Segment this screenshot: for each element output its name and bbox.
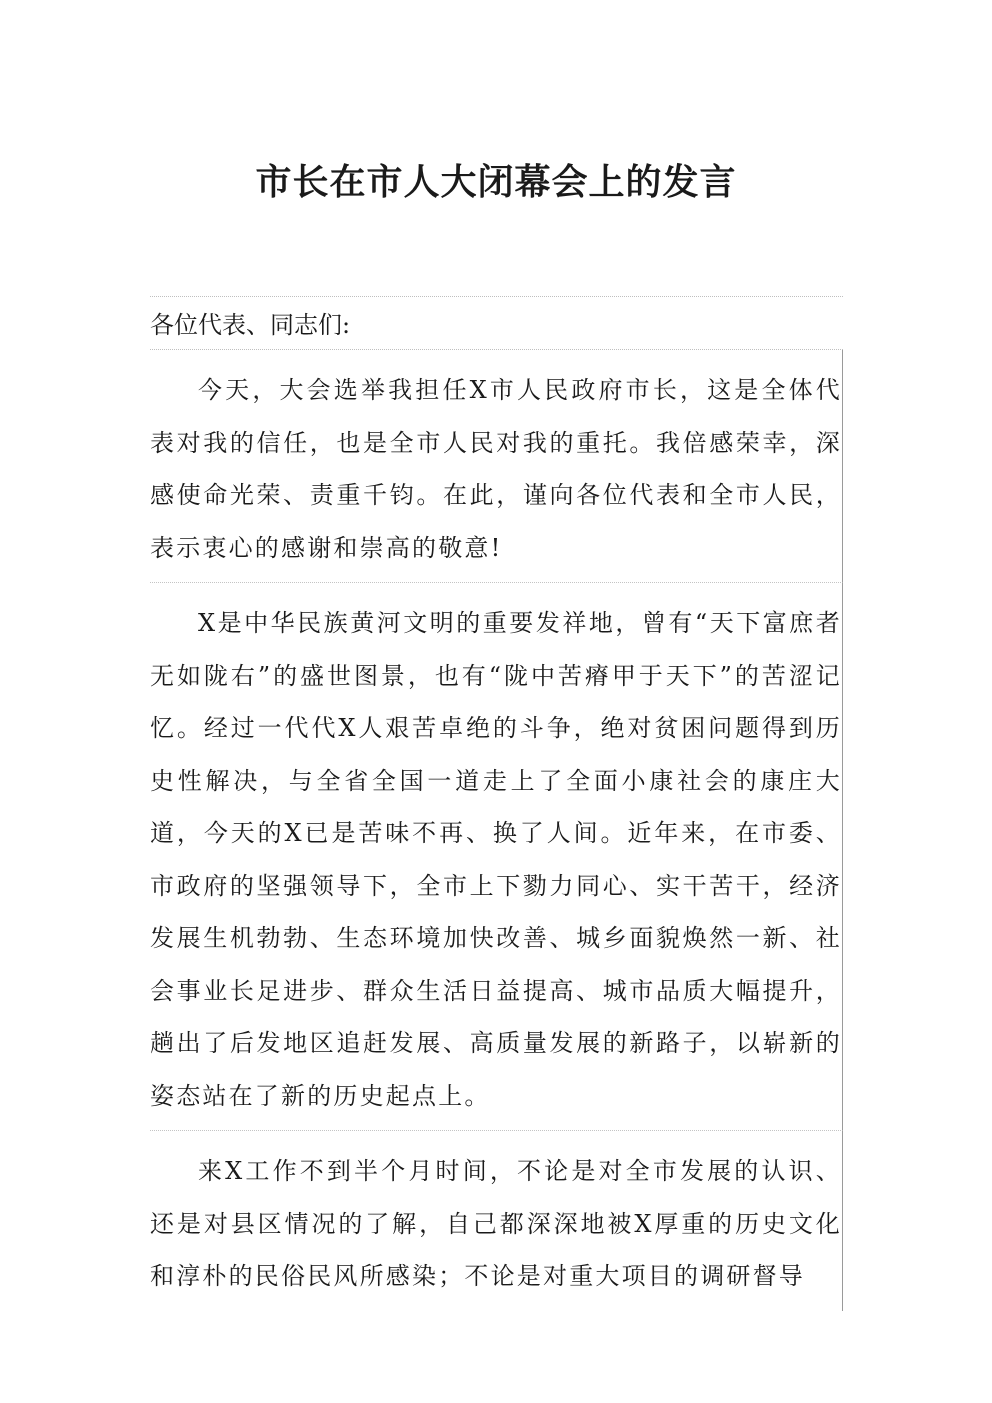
salutation: 各位代表、同志们:: [150, 296, 843, 350]
paragraph-1: 今天，大会选举我担任X市人民政府市长，这是全体代表对我的信任，也是全市人民对我的重托。我倍感荣幸，深感使命光荣、责重千钧。在此，谨向各位代表和全市人民，表示衷心的感谢和崇高的敬意!: [150, 350, 843, 583]
document-body: [150, 296, 843, 1311]
paragraph-3: 来X工作不到半个月时间，不论是对全市发展的认识、还是对县区情况的了解，自己都深深地被X厚重的历史文化和淳朴的民俗民风所感染；不论是对重大项目的调研督导: [150, 1131, 843, 1311]
paragraph-2: X是中华民族黄河文明的重要发祥地，曾有“天下富庶者无如陇右”的盛世图景，也有“陇中苦瘠甲于天下”的苦涩记忆。经过一代代X人艰苦卓绝的斗争，绝对贫困问题得到历史性解决，与全省全国一道走上了全面小康社会的康庄大道，今天的X已是苦味不再、换了人间。近年来，在市委、市政府的坚强领导下，全市上下勠力同心、实干苦干，经济发展生机勃勃、生态环境加快改善、城乡面貌焕然一新、社会事业长足进步、群众生活日益提高、城市品质大幅提升，趟出了后发地区追赶发展、高质量发展的新路子，以崭新的姿态站在了新的历史起点上。: [150, 583, 843, 1131]
document-title: 市长在市人大闭幕会上的发言: [255, 161, 737, 203]
